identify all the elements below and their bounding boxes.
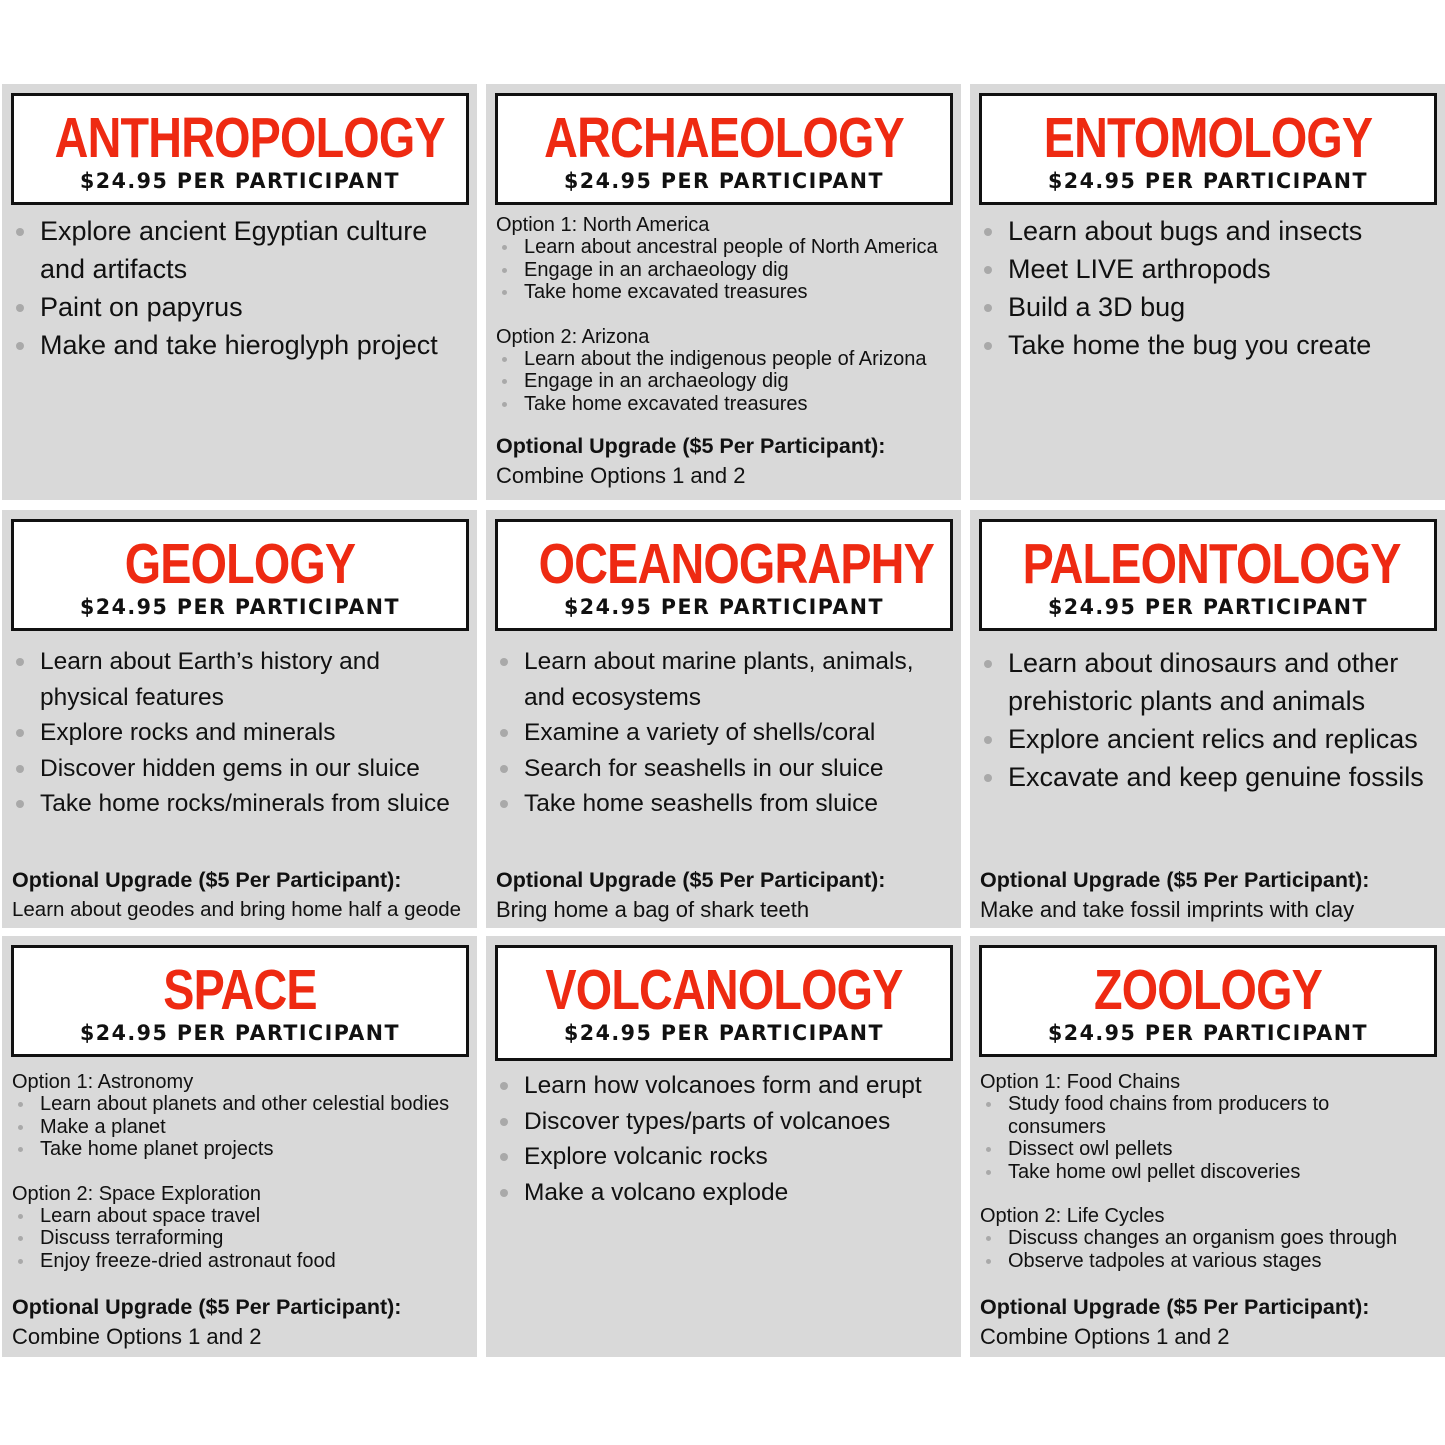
card-title: ZOOLOGY	[1094, 958, 1322, 1022]
list-item: Take home owl pellet discoveries	[980, 1161, 1439, 1184]
card-zoology	[970, 936, 1445, 1357]
list-item: Take home planet projects	[12, 1138, 471, 1161]
card-geology	[2, 510, 477, 928]
bullet-list	[980, 1227, 1439, 1272]
card-volcanology	[486, 936, 961, 1357]
bullet-list	[12, 212, 471, 364]
list-item: Make and take hieroglyph project	[12, 326, 471, 364]
list-item: Build a 3D bug	[980, 288, 1439, 326]
card-price: $24.95 PER PARTICIPANT	[80, 595, 400, 619]
optional-upgrade	[496, 431, 957, 491]
list-item: Explore volcanic rocks	[496, 1139, 955, 1175]
list-item: Learn about planets and other celestial bodies	[12, 1093, 471, 1116]
options-block	[496, 214, 955, 415]
bullet-list	[980, 212, 1439, 364]
list-item: Discover hidden gems in our sluice	[12, 751, 471, 787]
list-item: Learn about ancestral people of North America	[496, 236, 955, 259]
upgrade-title: Optional Upgrade ($5 Per Participant):	[980, 1295, 1370, 1319]
list-item: Learn about the indigenous people of Arizona	[496, 348, 955, 371]
card-title: GEOLOGY	[124, 532, 356, 596]
card-price: $24.95 PER PARTICIPANT	[80, 1021, 400, 1045]
card-title: ANTHROPOLOGY	[54, 106, 445, 170]
list-item: Discuss changes an organism goes through	[980, 1227, 1439, 1250]
card-paleontology	[970, 510, 1445, 928]
bullet-list	[496, 236, 955, 304]
card-price: $24.95 PER PARTICIPANT	[1048, 595, 1368, 619]
list-item: Take home excavated treasures	[496, 393, 955, 416]
list-item: Make a planet	[12, 1116, 471, 1139]
card-header	[11, 93, 469, 205]
card-price: $24.95 PER PARTICIPANT	[564, 169, 884, 193]
optional-upgrade	[980, 865, 1441, 925]
card-header	[495, 945, 953, 1061]
card-title: OCEANOGRAPHY	[538, 532, 934, 596]
card-header	[979, 519, 1437, 631]
list-item: Make a volcano explode	[496, 1175, 955, 1211]
card-space	[2, 936, 477, 1357]
optional-upgrade	[12, 865, 473, 925]
upgrade-title: Optional Upgrade ($5 Per Participant):	[496, 868, 886, 892]
card-price: $24.95 PER PARTICIPANT	[1048, 169, 1368, 193]
upgrade-title: Optional Upgrade ($5 Per Participant):	[980, 868, 1370, 892]
list-item: Take home seashells from sluice	[496, 786, 955, 822]
list-item: Engage in an archaeology dig	[496, 370, 955, 393]
card-title: PALEONTOLOGY	[1022, 532, 1401, 596]
list-item: Explore ancient relics and replicas	[980, 720, 1439, 758]
list-item: Excavate and keep genuine fossils	[980, 758, 1439, 796]
card-title: VOLCANOLOGY	[545, 958, 903, 1022]
option-label: Option 2: Arizona	[496, 325, 650, 348]
list-item: Explore ancient Egyptian culture and artifacts	[12, 212, 471, 288]
card-entomology	[970, 84, 1445, 500]
list-item: Learn about dinosaurs and other prehistoric plants and animals	[980, 644, 1439, 720]
card-price: $24.95 PER PARTICIPANT	[564, 595, 884, 619]
bullet-list	[496, 348, 955, 416]
card-price: $24.95 PER PARTICIPANT	[80, 169, 400, 193]
card-header	[11, 945, 469, 1057]
list-item: Examine a variety of shells/coral	[496, 715, 955, 751]
list-item: Learn about marine plants, animals, and ecosystems	[496, 644, 955, 715]
card-archaeology	[486, 84, 961, 500]
option-label: Option 1: Food Chains	[980, 1071, 1181, 1093]
bullet-list	[12, 644, 471, 822]
list-item: Explore rocks and minerals	[12, 715, 471, 751]
optional-upgrade	[12, 1292, 473, 1352]
card-price: $24.95 PER PARTICIPANT	[564, 1021, 884, 1045]
list-item: Learn about bugs and insects	[980, 212, 1439, 250]
card-title: SPACE	[163, 958, 317, 1022]
card-header	[979, 93, 1437, 205]
list-item: Discover types/parts of volcanoes	[496, 1104, 955, 1140]
option-label: Option 2: Space Exploration	[12, 1182, 262, 1205]
list-item: Enjoy freeze-dried astronaut food	[12, 1250, 471, 1273]
card-header	[979, 945, 1437, 1057]
card-price: $24.95 PER PARTICIPANT	[1048, 1021, 1368, 1045]
list-item: Learn about Earth’s history and physical features	[12, 644, 471, 715]
bullet-list	[980, 1093, 1439, 1183]
list-item: Paint on papyrus	[12, 288, 471, 326]
optional-upgrade	[980, 1292, 1441, 1352]
bullet-list	[980, 644, 1439, 796]
upgrade-text: Make and take fossil imprints with clay	[980, 897, 1355, 922]
list-item: Observe tadpoles at various stages	[980, 1250, 1439, 1273]
list-item: Take home rocks/minerals from sluice	[12, 786, 471, 822]
list-item: Take home the bug you create	[980, 326, 1439, 364]
list-item: Take home excavated treasures	[496, 281, 955, 304]
upgrade-text: Bring home a bag of shark teeth	[496, 897, 810, 922]
bullet-list	[12, 1093, 471, 1161]
list-item: Discuss terraforming	[12, 1227, 471, 1250]
upgrade-title: Optional Upgrade ($5 Per Participant):	[12, 1295, 402, 1319]
card-header	[495, 519, 953, 631]
card-oceanography	[486, 510, 961, 928]
card-header	[495, 93, 953, 205]
upgrade-text: Combine Options 1 and 2	[12, 1324, 262, 1349]
list-item: Dissect owl pellets	[980, 1138, 1439, 1161]
upgrade-text: Combine Options 1 and 2	[980, 1324, 1230, 1349]
card-header	[11, 519, 469, 631]
upgrade-title: Optional Upgrade ($5 Per Participant):	[496, 434, 886, 458]
list-item: Engage in an archaeology dig	[496, 259, 955, 282]
list-item: Learn how volcanoes form and erupt	[496, 1068, 955, 1104]
upgrade-text: Learn about geodes and bring home half a geode	[12, 898, 462, 921]
card-title: ENTOMOLOGY	[1043, 106, 1373, 170]
card-title: ARCHAEOLOGY	[544, 106, 904, 170]
option-label: Option 1: North America	[496, 214, 710, 236]
list-item: Study food chains from producers to consumers	[980, 1093, 1439, 1138]
upgrade-title: Optional Upgrade ($5 Per Participant):	[12, 868, 402, 892]
options-block	[980, 1071, 1439, 1272]
bullet-list	[496, 644, 955, 822]
list-item: Search for seashells in our sluice	[496, 751, 955, 787]
option-label: Option 2: Life Cycles	[980, 1205, 1165, 1227]
bullet-list	[12, 1205, 471, 1273]
optional-upgrade	[496, 865, 957, 925]
card-anthropology	[2, 84, 477, 500]
options-block	[12, 1071, 471, 1272]
upgrade-text: Combine Options 1 and 2	[496, 463, 746, 488]
option-label: Option 1: Astronomy	[12, 1071, 194, 1093]
list-item: Learn about space travel	[12, 1205, 471, 1228]
bullet-list	[496, 1068, 955, 1210]
list-item: Meet LIVE arthropods	[980, 250, 1439, 288]
